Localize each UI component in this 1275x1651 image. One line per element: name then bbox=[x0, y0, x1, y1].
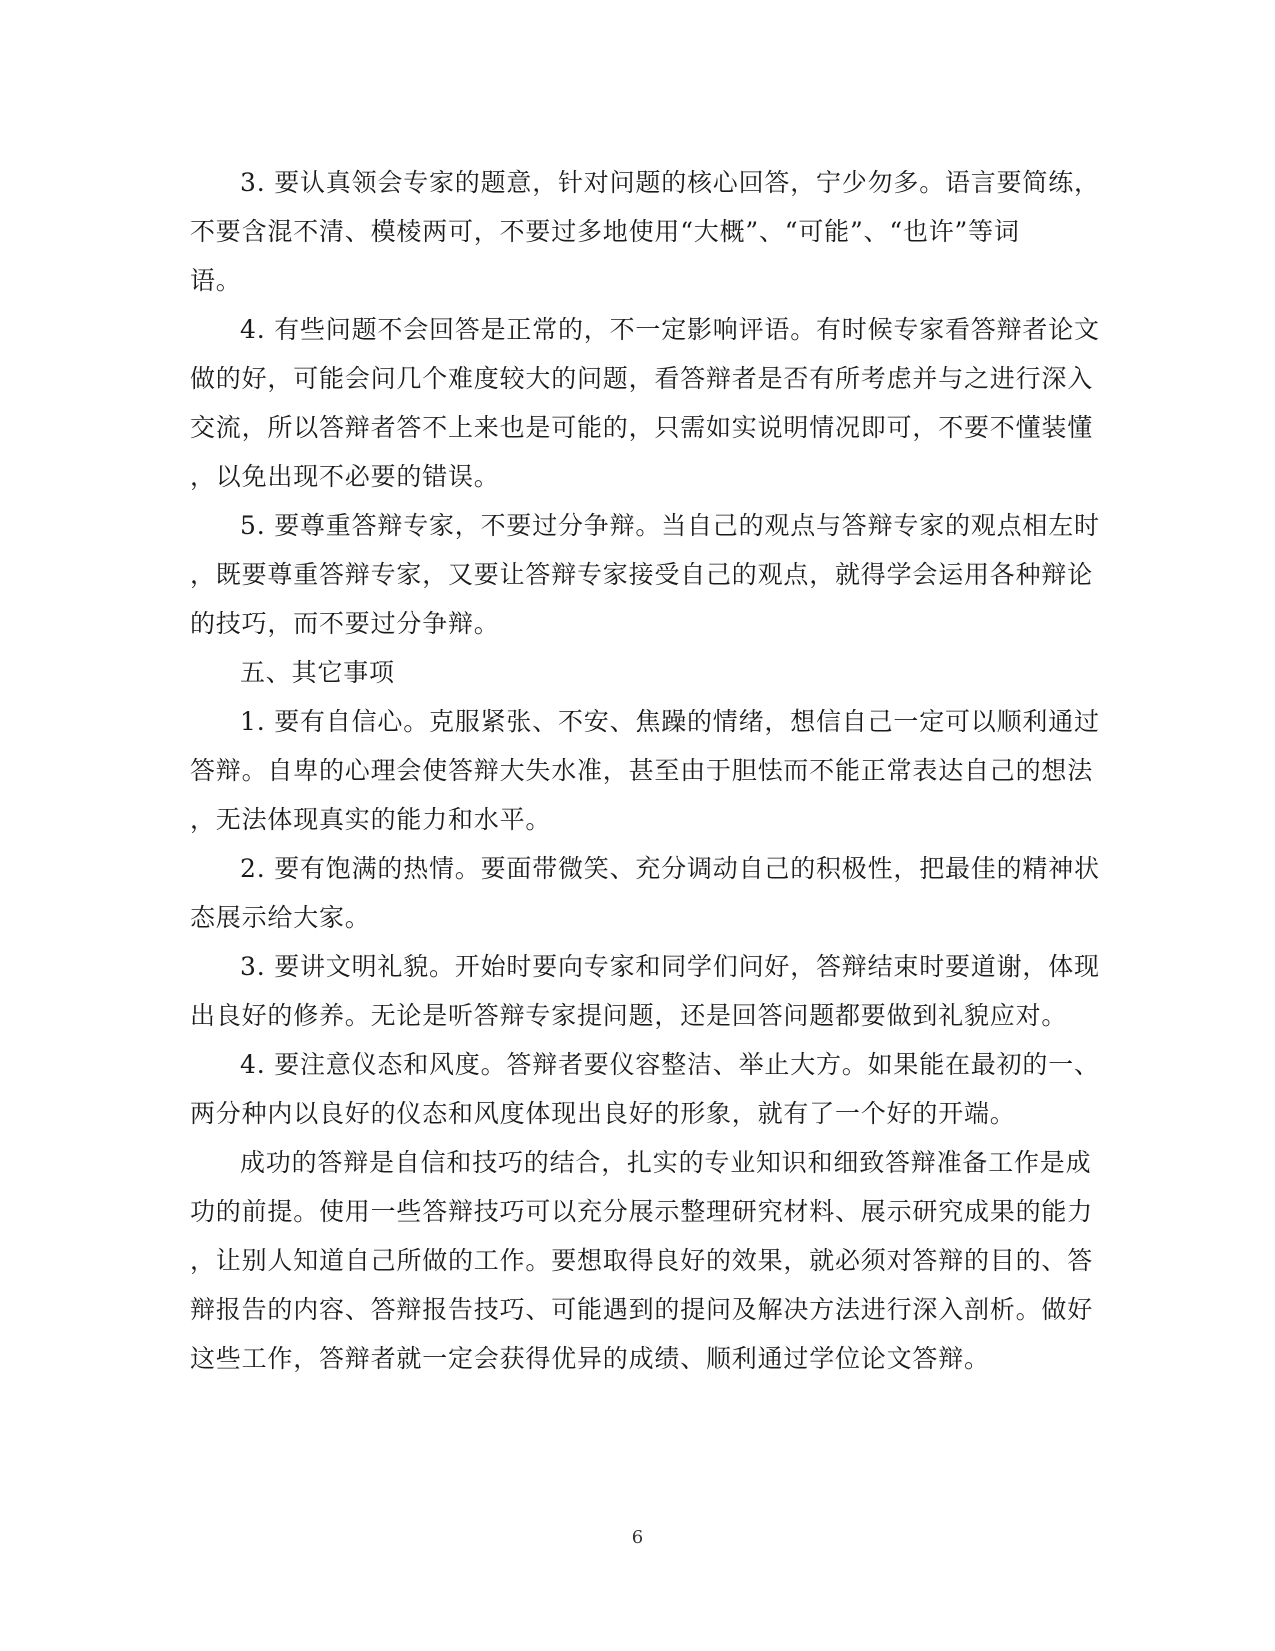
paragraph-conclusion bbox=[190, 1138, 1094, 1383]
document-body bbox=[190, 158, 1100, 1383]
text-line: 辩报告的内容、答辩报告技巧、可能遇到的提问及解决方法进行深入剖析。做好 bbox=[190, 1295, 1094, 1324]
text-line: 不要含混不清、模棱两可，不要过多地使用“大概”、“可能”、“也许”等词 bbox=[190, 217, 1020, 246]
text-line: 态展示给大家。 bbox=[190, 903, 371, 932]
page-number: 6 bbox=[631, 1527, 644, 1548]
text-line: 两分种内以良好的仪态和风度体现出良好的形象，就有了一个好的开端。 bbox=[190, 1099, 1016, 1128]
text-line: ，让别人知道自己所做的工作。要想取得良好的效果，就必须对答辩的目的、答 bbox=[190, 1246, 1094, 1275]
text-line: 4. 有些问题不会回答是正常的，不一定影响评语。有时候专家看答辩者论文 bbox=[240, 315, 1100, 344]
paragraph-answer-tip-4 bbox=[190, 305, 1100, 501]
paragraph-other-4 bbox=[190, 1040, 1100, 1138]
text-line: 3. 要讲文明礼貌。开始时要向专家和同学们问好，答辩结束时要道谢，体现 bbox=[240, 952, 1100, 981]
text-line: 2. 要有饱满的热情。要面带微笑、充分调动自己的积极性，把最佳的精神状 bbox=[240, 854, 1100, 883]
text-line: 成功的答辩是自信和技巧的结合，扎实的专业知识和细致答辩准备工作是成 bbox=[240, 1148, 1092, 1177]
text-line: 语。 bbox=[190, 266, 242, 295]
text-line: 五、其它事项 bbox=[240, 658, 395, 687]
section-heading-other-matters bbox=[190, 648, 1065, 697]
paragraph-other-3 bbox=[190, 942, 1100, 1040]
text-line: 答辩。自卑的心理会使答辩大失水准，甚至由于胆怯而不能正常表达自己的想法 bbox=[190, 756, 1094, 785]
text-line: 出良好的修养。无论是听答辩专家提问题，还是回答问题都要做到礼貌应对。 bbox=[190, 1001, 1068, 1030]
text-line: 做的好，可能会问几个难度较大的问题，看答辩者是否有所考虑并与之进行深入 bbox=[190, 364, 1094, 393]
text-line: ，无法体现真实的能力和水平。 bbox=[190, 805, 552, 834]
paragraph-answer-tip-3 bbox=[190, 158, 1100, 305]
text-line: ，以免出现不必要的错误。 bbox=[190, 462, 500, 491]
text-line: 4. 要注意仪态和风度。答辩者要仪容整洁、举止大方。如果能在最初的一、 bbox=[240, 1050, 1100, 1079]
text-line: 5. 要尊重答辩专家，不要过分争辩。当自己的观点与答辩专家的观点相左时 bbox=[240, 511, 1100, 540]
text-line: 交流，所以答辩者答不上来也是可能的，只需如实说明情况即可，不要不懂装懂 bbox=[190, 413, 1094, 442]
text-line: 的技巧，而不要过分争辩。 bbox=[190, 609, 500, 638]
paragraph-answer-tip-5 bbox=[190, 501, 1100, 648]
text-line: ，既要尊重答辩专家，又要让答辩专家接受自己的观点，就得学会运用各种辩论 bbox=[190, 560, 1094, 589]
paragraph-other-1 bbox=[190, 697, 1100, 844]
text-line: 3. 要认真领会专家的题意，针对问题的核心回答，宁少勿多。语言要简练， bbox=[240, 168, 1100, 197]
text-line: 1. 要有自信心。克服紧张、不安、焦躁的情绪，想信自己一定可以顺利通过 bbox=[240, 707, 1100, 736]
paragraph-other-2 bbox=[190, 844, 1100, 942]
text-line: 这些工作，答辩者就一定会获得优异的成绩、顺利通过学位论文答辩。 bbox=[190, 1344, 990, 1373]
text-line: 功的前提。使用一些答辩技巧可以充分展示整理研究材料、展示研究成果的能力 bbox=[190, 1197, 1094, 1226]
